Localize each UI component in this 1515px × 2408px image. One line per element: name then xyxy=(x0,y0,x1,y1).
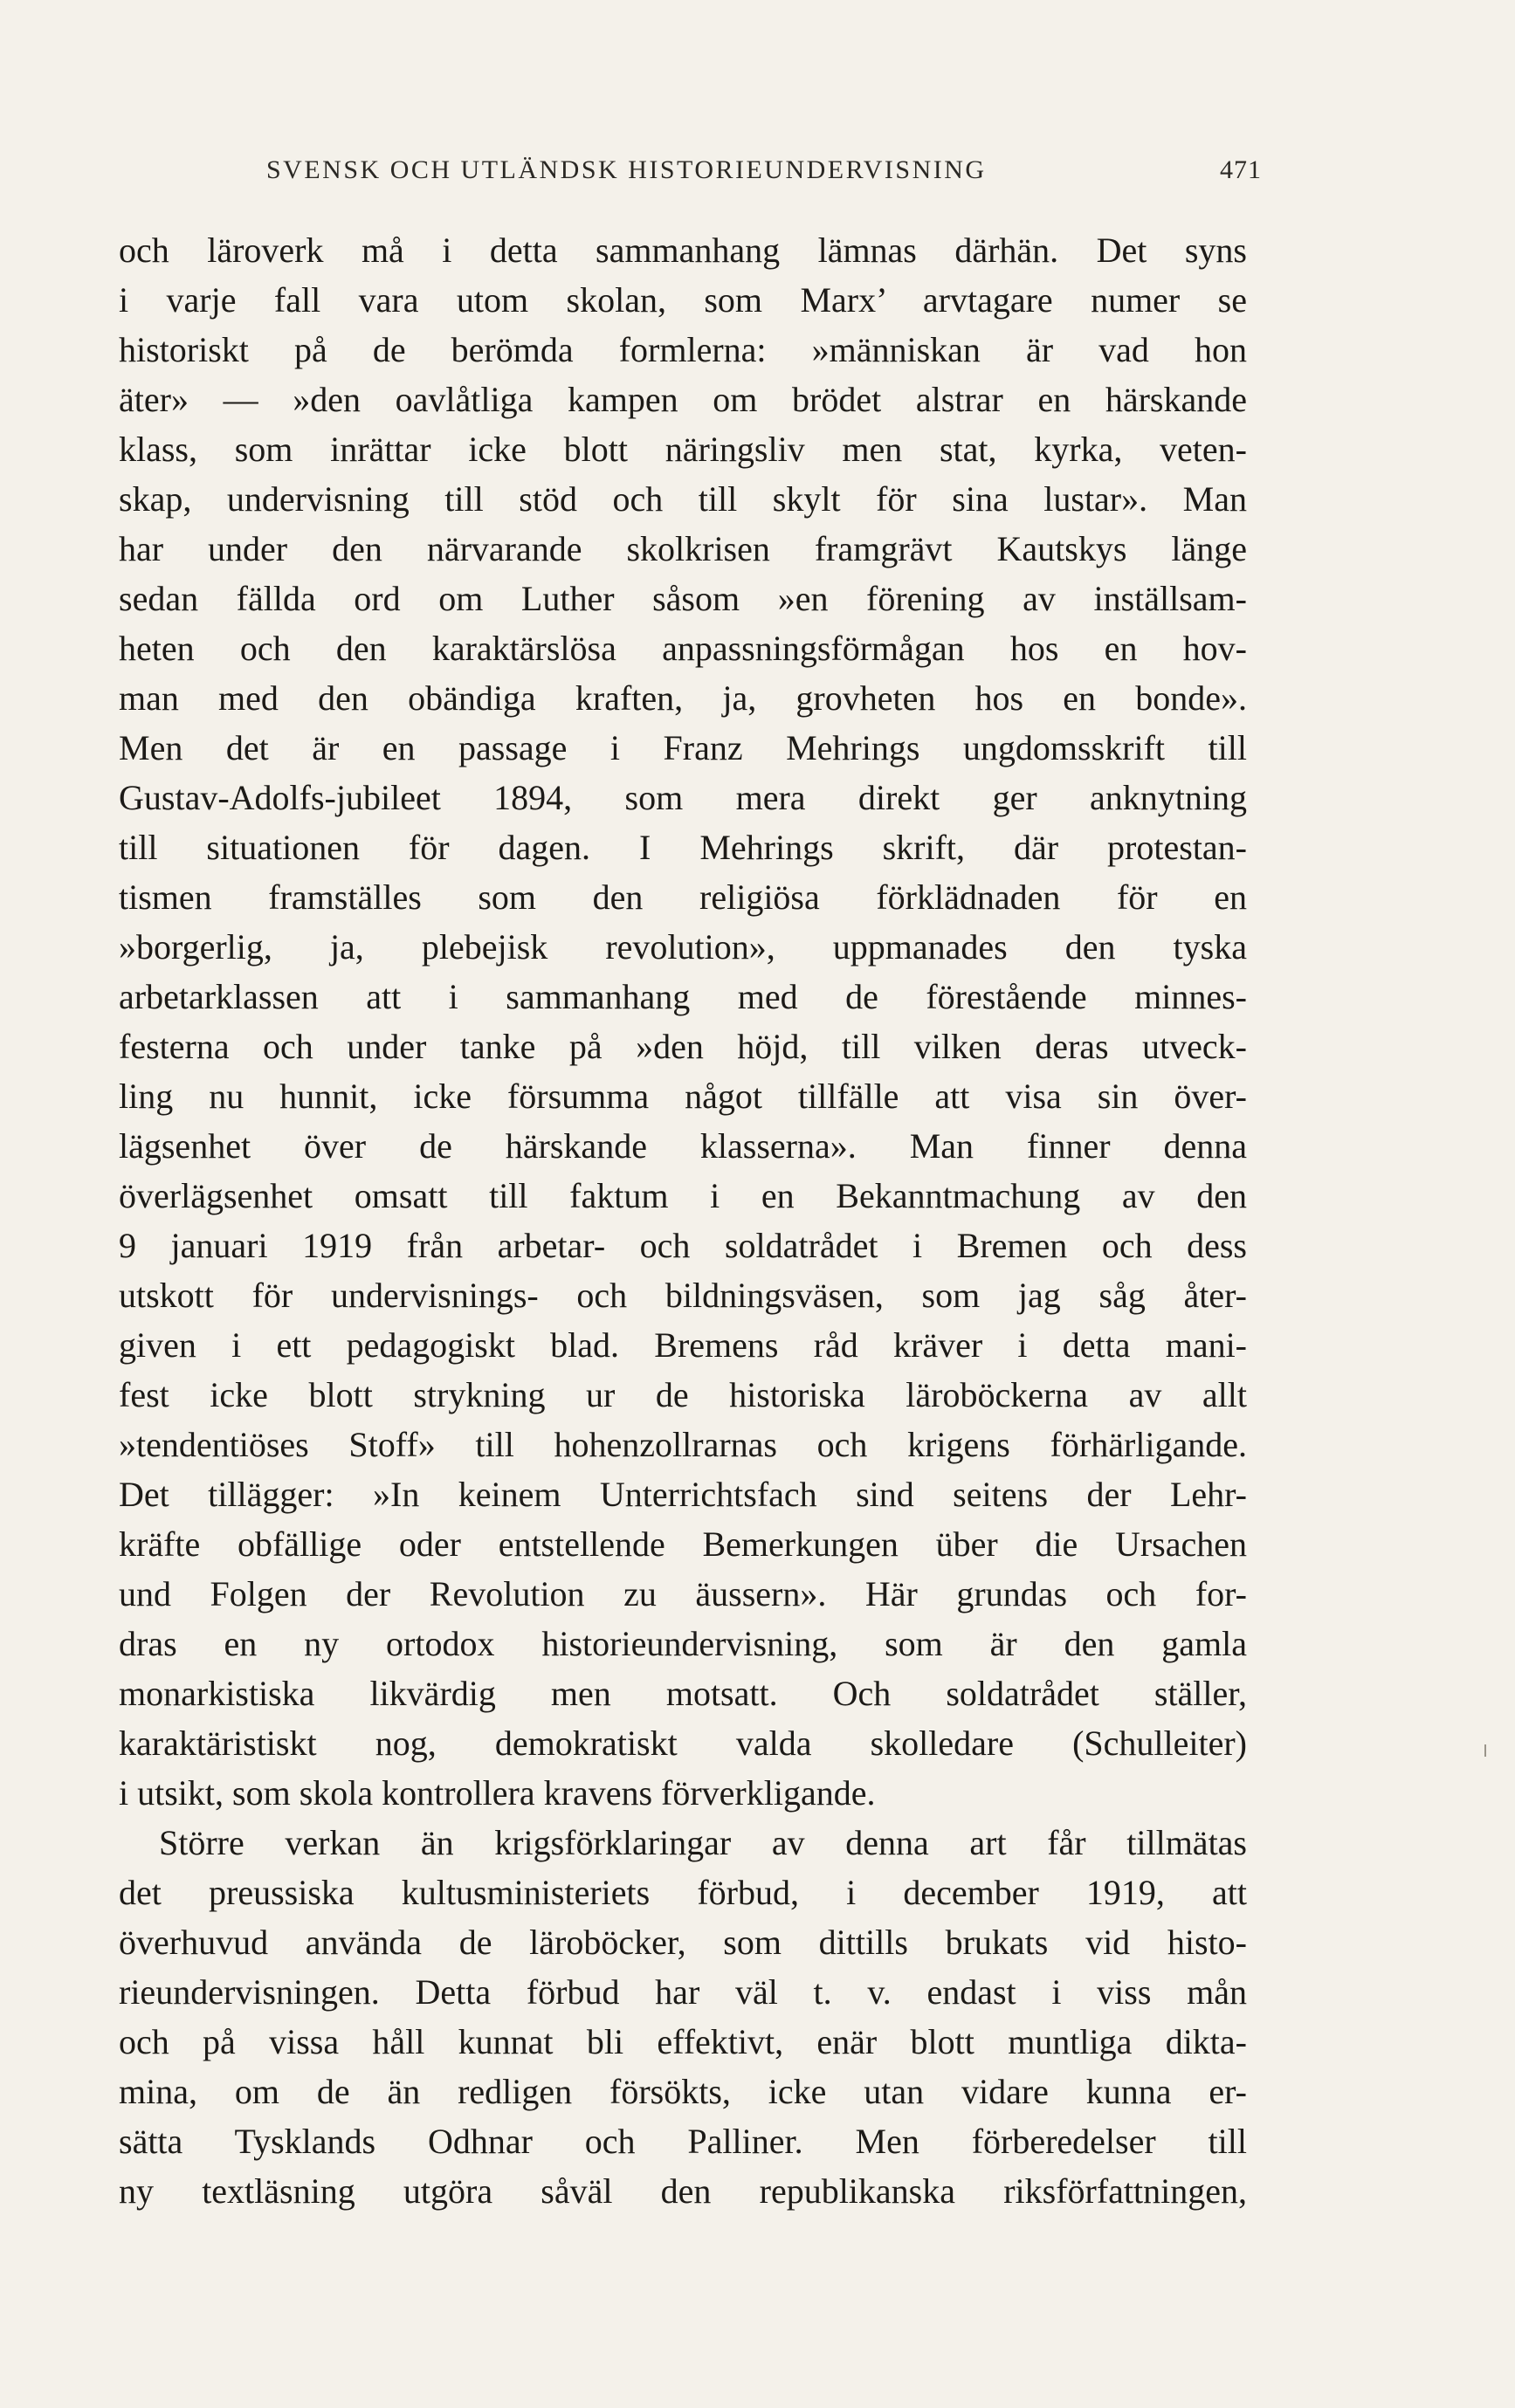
text-line: överhuvud använda de läroböcker, som dittills brukats vid histo- xyxy=(119,1923,1247,1962)
text-line: und Folgen der Revolution zu äussern». Här grundas och for- xyxy=(119,1574,1247,1613)
text-line: i utsikt, som skola kontrollera kravens förverkligande. xyxy=(119,1773,876,1813)
text-line: till situationen för dagen. I Mehrings skrift, där protestan- xyxy=(119,828,1247,867)
text-line: det preussiska kultusministeriets förbud, i december 1919, att xyxy=(119,1873,1247,1912)
text-line: Det tillägger: »In keinem Unterrichtsfach sind seitens der Lehr- xyxy=(119,1475,1247,1514)
text-line: festerna och under tanke på »den höjd, till vilken deras utveck- xyxy=(119,1027,1247,1066)
text-line: skap, undervisning till stöd och till skylt för sina lustar». Man xyxy=(119,479,1247,519)
margin-mark xyxy=(1484,1744,1486,1757)
text-line: och läroverk må i detta sammanhang lämnas därhän. Det syns xyxy=(119,230,1247,270)
text-line: har under den närvarande skolkrisen framgrävt Kautskys länge xyxy=(119,529,1247,568)
text-line: »borgerlig, ja, plebejisk revolution», uppmanades den tyska xyxy=(119,927,1247,967)
text-line: Gustav-Adolfs-jubileet 1894, som mera direkt ger anknytning xyxy=(119,778,1247,817)
text-line: Större verkan än krigsförklaringar av denna art får tillmätas xyxy=(159,1823,1247,1862)
text-line: historiskt på de berömda formlerna: »människan är vad hon xyxy=(119,330,1247,369)
body-text xyxy=(119,225,1247,2216)
text-line: ny textläsning utgöra såväl den republikanska riksförfattningen, xyxy=(119,2171,1247,2211)
text-line: ling nu hunnit, icke försumma något tillfälle att visa sin över- xyxy=(119,1077,1247,1116)
text-line: mina, om de än redligen försökts, icke utan vidare kunna er- xyxy=(119,2072,1247,2111)
text-line: karaktäristiskt nog, demokratiskt valda skolledare (Schulleiter) xyxy=(119,1723,1247,1763)
text-line: »tendentiöses Stoff» till hohenzollrarnas och krigens förhärligande. xyxy=(119,1425,1247,1464)
text-line: klass, som inrättar icke blott näringsliv men stat, kyrka, veten- xyxy=(119,430,1247,469)
text-line: dras en ny ortodox historieundervisning, som är den gamla xyxy=(119,1624,1247,1663)
text-line: överlägsenhet omsatt till faktum i en Bekanntmachung av den xyxy=(119,1176,1247,1215)
text-line: sätta Tysklands Odhnar och Palliner. Men förberedelser till xyxy=(119,2122,1247,2161)
text-line: fest icke blott strykning ur de historiska läroböckerna av allt xyxy=(119,1375,1247,1414)
page-number: 471 xyxy=(1220,155,1262,184)
text-line: sedan fällda ord om Luther såsom »en förening av inställsam- xyxy=(119,579,1247,618)
text-line: monarkistiska likvärdig men motsatt. Och soldatrådet ställer, xyxy=(119,1674,1247,1713)
running-header xyxy=(266,155,1262,185)
text-line: heten och den karaktärslösa anpassningsförmågan hos en hov- xyxy=(119,629,1247,668)
text-line: i varje fall vara utom skolan, som Marx’ arvtagare numer se xyxy=(119,280,1247,320)
text-line: äter» — »den oavlåtliga kampen om brödet alstrar en härskande xyxy=(119,380,1247,419)
text-line: given i ett pedagogiskt blad. Bremens råd kräver i detta mani- xyxy=(119,1325,1247,1365)
running-title: SVENSK OCH UTLÄNDSK HISTORIEUNDERVISNING xyxy=(266,155,987,184)
text-line: 9 januari 1919 från arbetar- och soldatrådet i Bremen och dess xyxy=(119,1226,1247,1265)
text-line: arbetarklassen att i sammanhang med de förestående minnes- xyxy=(119,977,1247,1016)
text-line: rieundervisningen. Detta förbud har väl t. v. endast i viss mån xyxy=(119,1972,1247,2012)
text-line: och på vissa håll kunnat bli effektivt, enär blott muntliga dikta- xyxy=(119,2022,1247,2061)
text-line: man med den obändiga kraften, ja, grovheten hos en bonde». xyxy=(119,678,1247,718)
text-line: tismen framställes som den religiösa förklädnaden för en xyxy=(119,877,1247,917)
text-line: utskott för undervisnings- och bildningsväsen, som jag såg åter- xyxy=(119,1276,1247,1315)
text-line: kräfte obfällige oder entstellende Bemerkungen über die Ursachen xyxy=(119,1524,1247,1564)
text-line: lägsenhet över de härskande klasserna». Man finner denna xyxy=(119,1126,1247,1166)
text-line: Men det är en passage i Franz Mehrings ungdomsskrift till xyxy=(119,728,1247,767)
